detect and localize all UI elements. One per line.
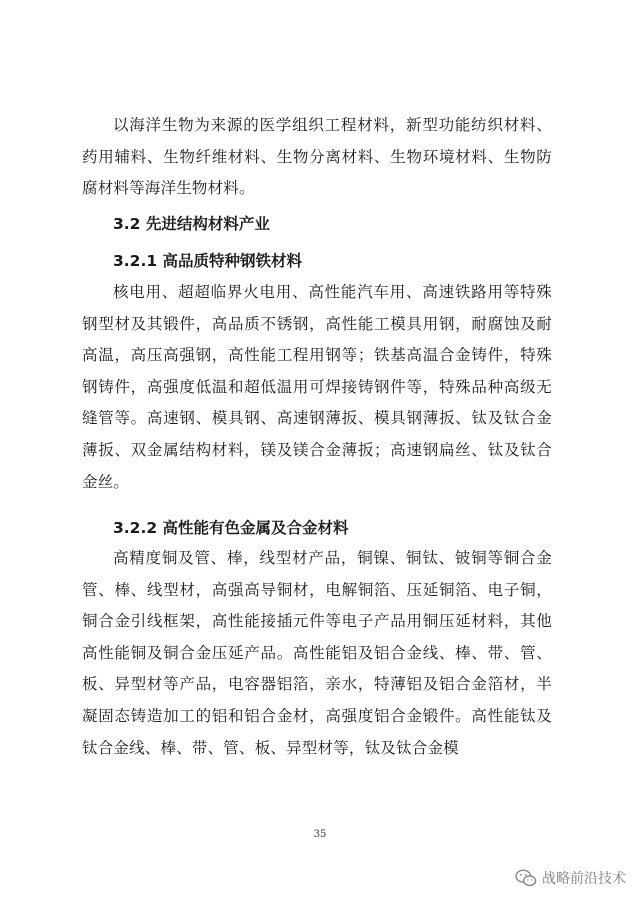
subsection-1-block bbox=[82, 277, 552, 498]
page-number: 35 bbox=[313, 829, 327, 840]
subsection-1-body: 核电用、超超临界火电用、高性能汽车用、高速铁路用等特殊钢型材及其锻件，高品质不锈钢，高性能工模具用钢，耐腐蚀及耐高温，高压高强钢，高性能工程用钢等；铁基高温合金铸件，特殊钢铸件，高强度低温和超低温用可焊接铸钢件等，特殊品种高级无缝管等。高速钢、模具钢、高速钢薄扳、模具钢薄扳、钛及钛合金薄扳、双金属结构材料，镁及镁合金薄扳；高速钢扁丝、钛及钛合金丝。 bbox=[82, 283, 552, 491]
section-heading: 3.2 先进结构材料产业 bbox=[113, 215, 270, 233]
watermark-text: 战略前沿技术 bbox=[542, 871, 626, 887]
subsection-2-block bbox=[82, 543, 552, 764]
subsection-2-body: 高精度铜及管、棒，线型材产品，铜镍、铜钛、铍铜等铜合金管、棒、线型材，高强高导铜材，电解铜箔、压延铜箔、电子铜，铜合金引线框架，高性能接插元件等电子产品用铜压延材料，其他高性能铜及铜合金压延产品。高性能铝及铝合金线、棒、带、管、板、异型材等产品，电容器铝箔，亲水，特薄铝及铝合金箔材，半凝固态铸造加工的铝和铝合金材，高强度铝合金锻件。高性能钛及钛合金线、棒、带、管、板、异型材等，钛及钛合金模 bbox=[82, 549, 552, 757]
watermark bbox=[515, 868, 626, 888]
subsection-2-heading: 3.2.2 高性能有色金属及合金材料 bbox=[113, 519, 349, 537]
subsection-1-heading: 3.2.1 高品质特种钢铁材料 bbox=[113, 252, 303, 270]
intro-block bbox=[82, 110, 552, 205]
intro-paragraph: 以海洋生物为来源的医学组织工程材料，新型功能纺织材料、药用辅料、生物纤维材料、生物分离材料、生物环境材料、生物防腐材料等海洋生物材料。 bbox=[82, 116, 552, 198]
wechat-logo-icon bbox=[515, 868, 537, 888]
